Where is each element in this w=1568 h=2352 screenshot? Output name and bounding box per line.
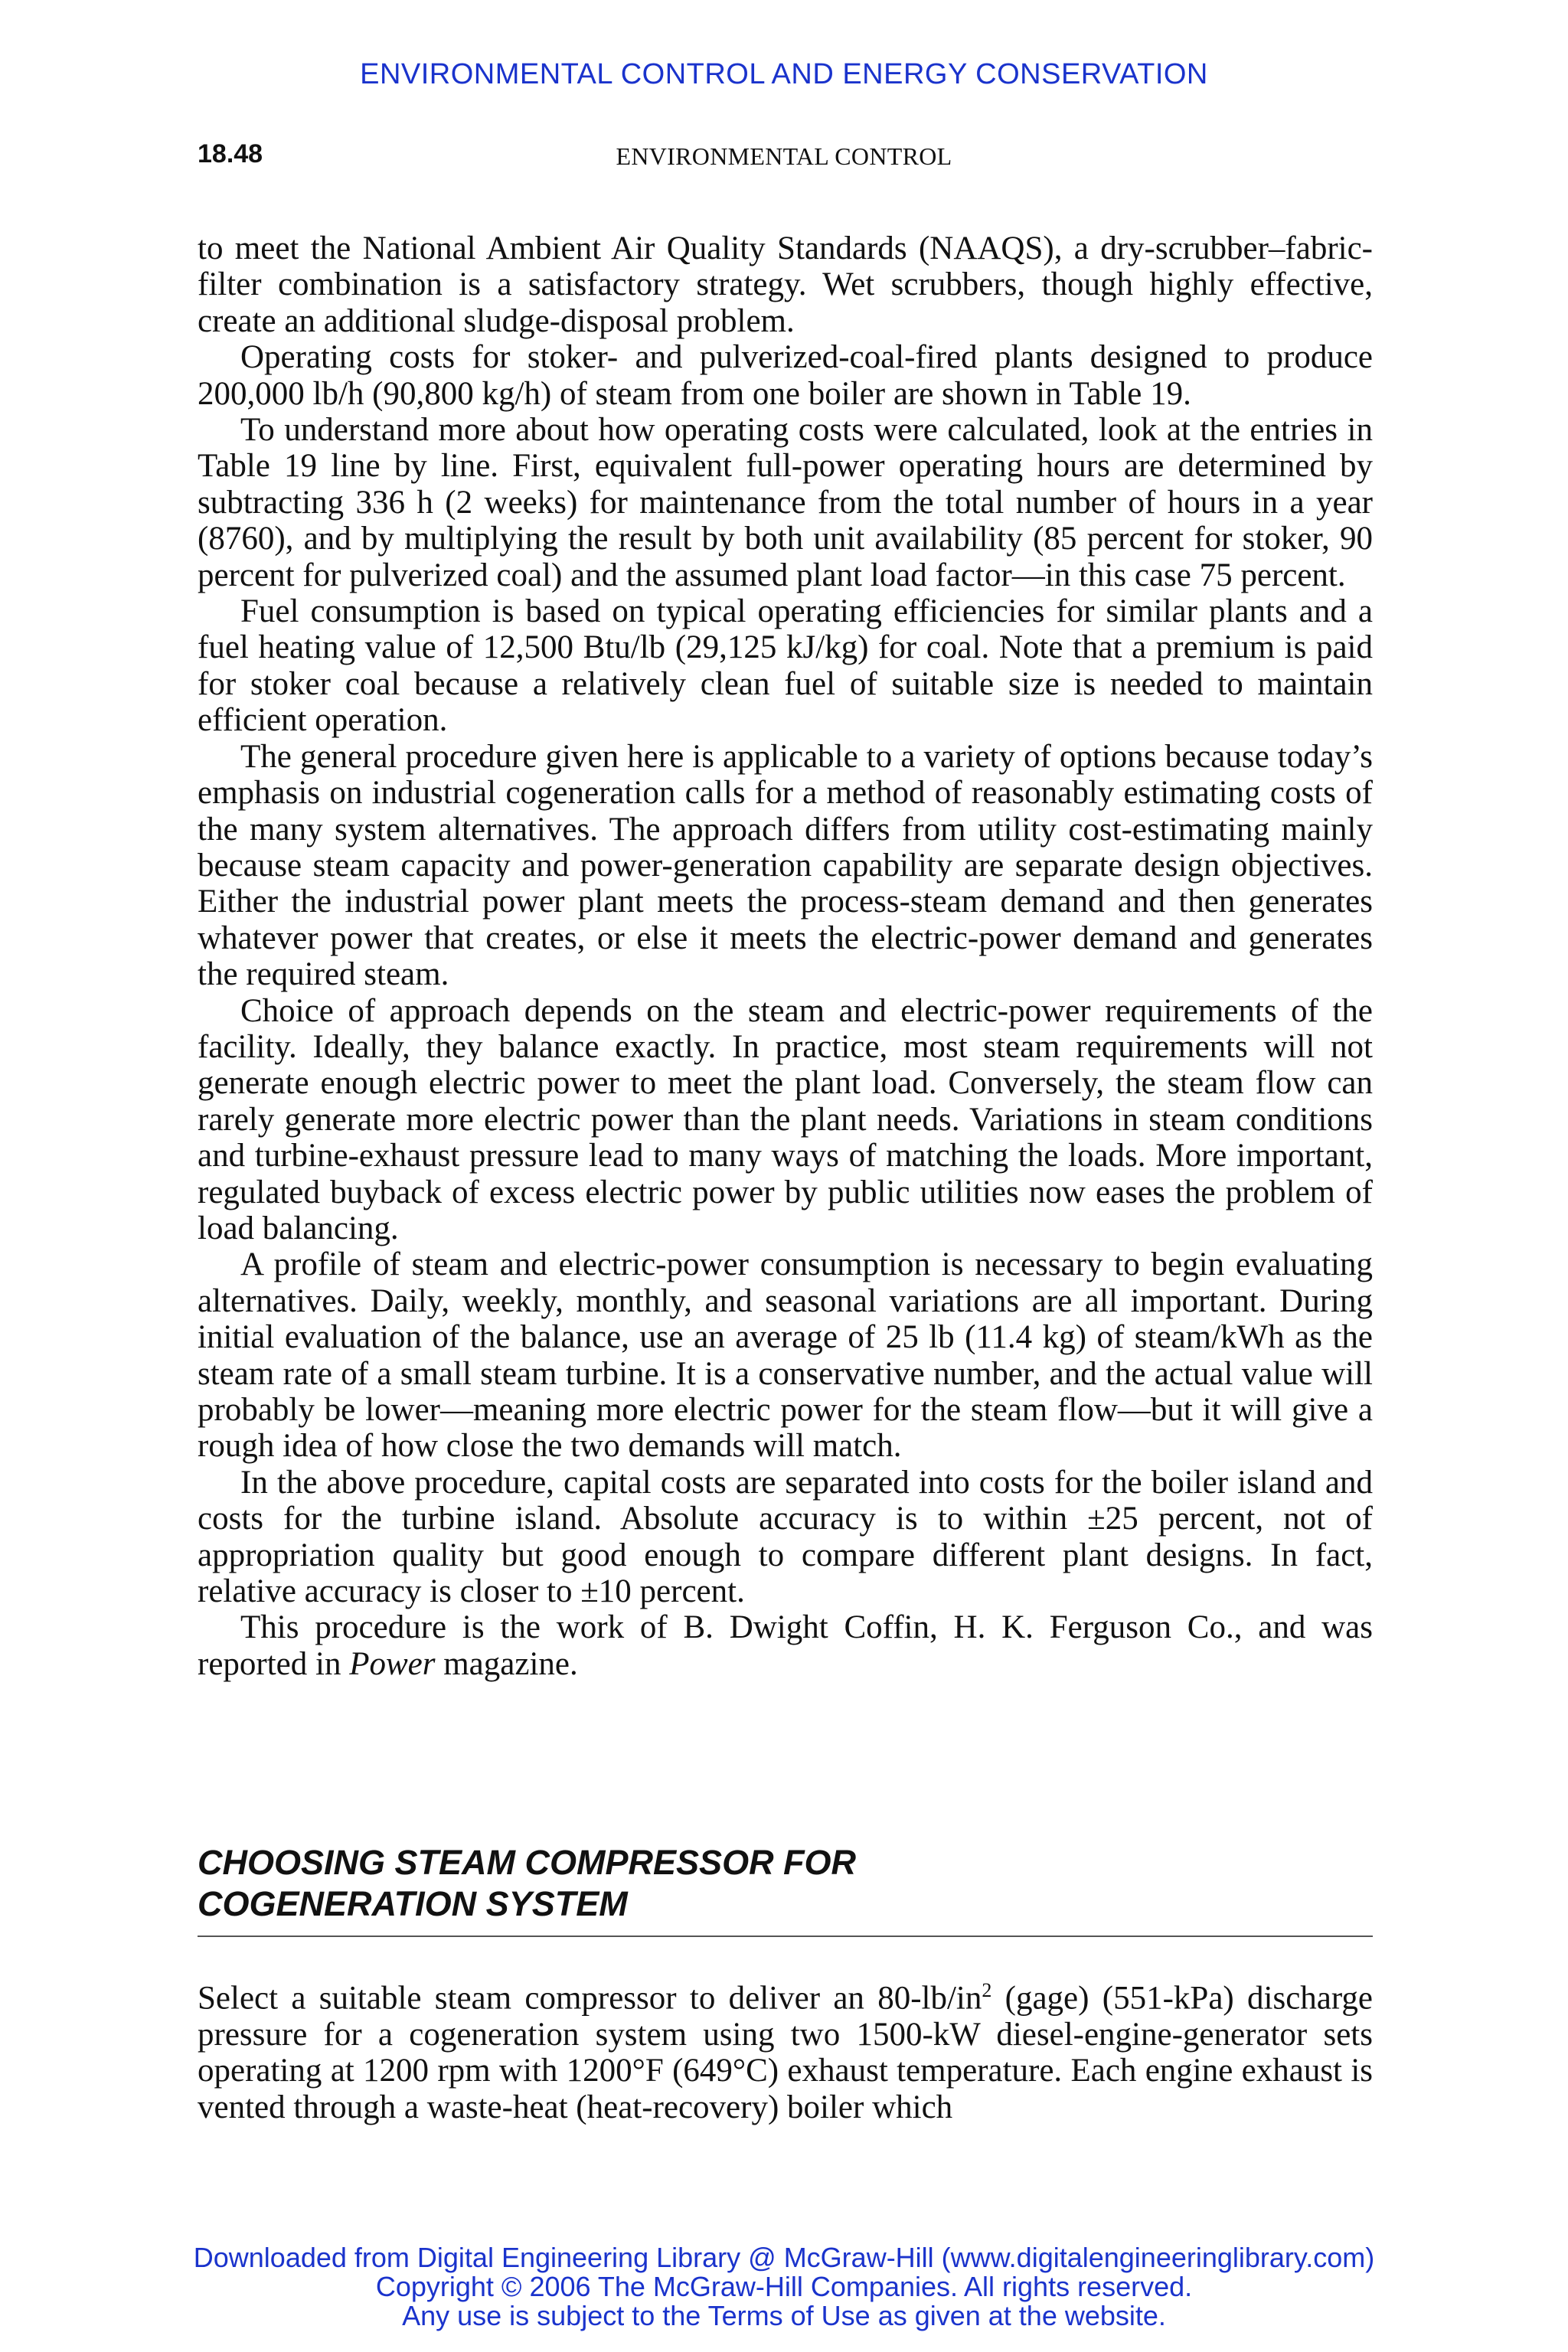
running-title: ENVIRONMENTAL CONTROL xyxy=(616,142,952,170)
paragraph: To understand more about how operating costs were calculated, look at the entries in Table 19 line by line. First, equivalent full-power operating hours are determined by subtracting 336 h (2 weeks) for maintenance from the total number of hours in a year (8760), and by multiplying the result by both unit availability (85 percent for stoker, 90 percent for pulverized coal) and the assumed plant load factor—in this case 75 percent. xyxy=(198,412,1373,593)
paragraph: In the above procedure, capital costs are separated into costs for the boiler island and costs for the turbine island. Absolute accuracy is to within ±25 percent, not of appropriation quality but good enough to compare different plant designs. In fact, relative accuracy is closer to ±10 percent. xyxy=(198,1464,1373,1610)
paragraph: Operating costs for stoker- and pulverized-coal-fired plants designed to produce 200,000 lb/h (90,800 kg/h) of steam from one boiler are shown in Table 19. xyxy=(198,339,1373,412)
footer-download-link[interactable]: Downloaded from Digital Engineering Library @ McGraw-Hill (www.digitalengineeringlibrary.com) xyxy=(193,2242,1375,2273)
section-heading-line: CHOOSING STEAM COMPRESSOR FOR xyxy=(198,1843,857,1882)
attribution-end: magazine. xyxy=(435,1645,578,1682)
body-text xyxy=(198,230,1373,1682)
paragraph-attribution xyxy=(198,1609,1373,1682)
footer xyxy=(0,2243,1568,2331)
chapter-banner: ENVIRONMENTAL CONTROL AND ENERGY CONSERVATION xyxy=(360,58,1208,90)
section-text-start: Select a suitable steam compressor to deliver an 80-lb/in xyxy=(198,1980,982,2017)
section-heading xyxy=(198,1842,1373,1937)
section-text-rest: (gage) (551-kPa) discharge pressure for a cogeneration system using two 1500-kW diesel-engine-generator sets operating at 1200 rpm with 1200°F (649°C) exhaust temperature. Each engine exhaust is vented through a waste-heat (heat-recovery) boiler which xyxy=(198,1980,1373,2125)
footer-terms: Any use is subject to the Terms of Use as given at the website. xyxy=(402,2300,1166,2331)
paragraph: A profile of steam and electric-power consumption is necessary to begin evaluating alternatives. Daily, weekly, monthly, and seasonal variations are all important. During initial evaluation of the balance, use an average of 25 lb (11.4 kg) of steam/kWh as the steam rate of a small steam turbine. It is a conservative number, and the actual value will probably be lower—meaning more electric power for the steam flow—but it will give a rough idea of how close the two demands will match. xyxy=(198,1246,1373,1465)
paragraph: Fuel consumption is based on typical operating efficiencies for similar plants and a fuel heating value of 12,500 Btu/lb (29,125 kJ/kg) for coal. Note that a premium is paid for stoker coal because a relatively clean fuel of suitable size is needed to maintain efficient operation. xyxy=(198,593,1373,739)
magazine-title: Power xyxy=(349,1645,436,1682)
paragraph: to meet the National Ambient Air Quality Standards (NAAQS), a dry-scrubber–fabric-filter combination is a satisfactory strategy. Wet scrubbers, though highly effective, create an additional sludge-disposal problem. xyxy=(198,230,1373,339)
attribution-text: This procedure is the work of B. Dwight Coffin, H. K. Ferguson Co., and was reported in xyxy=(198,1609,1373,1682)
superscript: 2 xyxy=(982,1979,992,2001)
paragraph xyxy=(198,1972,1373,2125)
paragraph: The general procedure given here is applicable to a variety of options because today’s emphasis on industrial cogeneration calls for a method of reasonably estimating costs of the many system alternatives. The approach differs from utility cost-estimating mainly because steam capacity and power-generation capability are separate design objectives. Either the industrial power plant meets the process-steam demand and then generates whatever power that creates, or else it meets the electric-power demand and generates the required steam. xyxy=(198,738,1373,993)
section-heading-line: COGENERATION SYSTEM xyxy=(198,1884,628,1923)
page-number: 18.48 xyxy=(198,139,263,168)
paragraph: Choice of approach depends on the steam and electric-power requirements of the facility. Ideally, they balance exactly. In practice, most steam requirements will not generate enough electric power to meet the plant load. Conversely, the steam flow can rarely generate more electric power than the plant needs. Variations in steam conditions and turbine-exhaust pressure lead to many ways of matching the loads. More important, regulated buyback of excess electric power by public utilities now eases the problem of load balancing. xyxy=(198,992,1373,1246)
footer-copyright: Copyright © 2006 The McGraw-Hill Companies. All rights reserved. xyxy=(375,2271,1193,2302)
section-text xyxy=(198,1972,1373,2125)
